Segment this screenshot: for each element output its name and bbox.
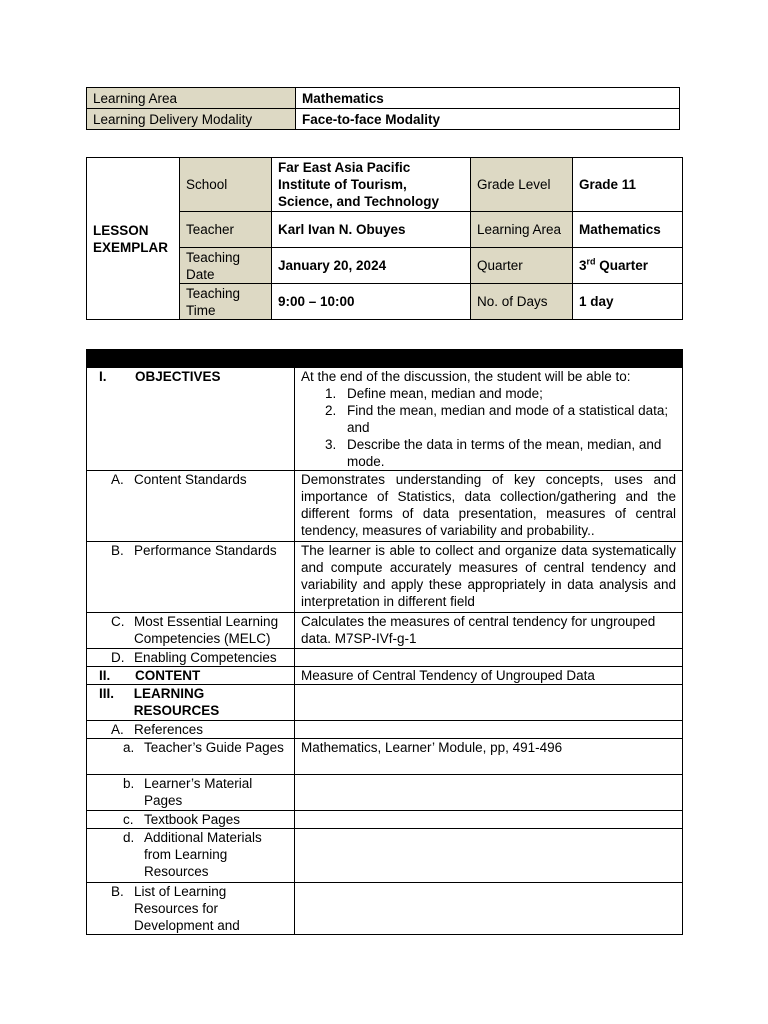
additional-num: d. (123, 830, 135, 845)
exemplar-heading (87, 158, 180, 320)
learning-area-label: Learning Area (87, 88, 296, 109)
teaching-date-label: Teaching Date (180, 248, 272, 284)
teachers-guide-label: Teacher’s Guide Pages (144, 740, 284, 755)
row-content (87, 667, 683, 685)
teacher-label: Teacher (180, 212, 272, 248)
header-bar (87, 350, 683, 368)
list-resources-num: B. (111, 884, 124, 899)
objective-text: Define mean, median and mode; (347, 386, 543, 401)
textbook-num: c. (123, 812, 134, 827)
content-standards-label: Content Standards (134, 472, 247, 487)
content-standards-num: A. (111, 472, 124, 487)
objectives-intro: At the end of the discussion, the student will be able to: (301, 369, 631, 384)
teaching-date-value: January 20, 2024 (272, 248, 471, 284)
teachers-guide-text: Mathematics, Learner’ Module, pp, 491-496 (295, 739, 683, 775)
learning-area-value: Mathematics (296, 88, 680, 109)
row-learners-material (87, 775, 683, 811)
list-resources-text (295, 883, 683, 935)
learners-material-num: b. (123, 776, 135, 791)
additional-label: Additional Materials from Learning Resources (144, 830, 262, 879)
quarter-word: Quarter (595, 258, 649, 273)
performance-standards-num: B. (111, 543, 124, 558)
resources-num: III. (99, 686, 115, 701)
melc-text: Calculates the measures of central tendency for ungrouped data. M7SP-IVf-g-1 (295, 613, 683, 649)
performance-standards-label: Performance Standards (134, 543, 277, 558)
teachers-guide-num: a. (123, 740, 135, 755)
school-label: School (180, 158, 272, 212)
row-textbook (87, 811, 683, 829)
exemplar-table (86, 157, 683, 320)
days-label: No. of Days (471, 284, 573, 320)
objective-item (325, 436, 676, 470)
resources-label: LEARNING RESOURCES (133, 686, 220, 718)
exemplar-row-school (87, 158, 683, 212)
exemplar-learning-area-value: Mathematics (573, 212, 683, 248)
additional-text (295, 829, 683, 883)
enabling-text (295, 649, 683, 667)
objectives-list (301, 385, 676, 470)
enabling-label: Enabling Competencies (134, 650, 277, 665)
row-objectives (87, 368, 683, 471)
modality-value: Face-to-face Modality (296, 109, 680, 130)
textbook-text (295, 811, 683, 829)
exemplar-heading-line1: LESSON (93, 222, 149, 238)
info-row-modality (87, 109, 680, 130)
info-row-learning-area (87, 88, 680, 109)
references-num: A. (111, 722, 124, 737)
objective-text: Describe the data in terms of the mean, median, and mode. (347, 437, 662, 469)
objective-item (325, 385, 676, 402)
content-num: II. (99, 668, 111, 683)
content-standards-text: Demonstrates understanding of key concepts, uses and importance of Statistics, data collection/gathering and the different forms of data presentation, measures of central tendency, measures of variability and probability.. (295, 471, 683, 542)
objectives-label: OBJECTIVES (135, 369, 221, 384)
learners-material-text (295, 775, 683, 811)
content-text: Measure of Central Tendency of Ungrouped Data (295, 667, 683, 685)
teaching-time-label: Teaching Time (180, 284, 272, 320)
content-label: CONTENT (135, 668, 201, 683)
school-value: Far East Asia Pacific Institute of Tourism, Science, and Technology (272, 158, 471, 212)
objective-item (325, 402, 676, 436)
row-learning-resources (87, 685, 683, 721)
references-label: References (134, 722, 204, 737)
list-resources-label: List of Learning Resources for Development and (134, 884, 240, 933)
performance-standards-text: The learner is able to collect and organize data systematically and compute accurately measures of central tendency and variability and apply these appropriately in data analysis and interpretation in different field (295, 542, 683, 613)
info-table (86, 87, 680, 130)
learners-material-label: Learner’s Material Pages (144, 776, 253, 808)
objective-num: 1. (325, 386, 337, 401)
quarter-number: 3 (579, 258, 587, 273)
lesson-plan-table (86, 349, 683, 935)
objectives-num: I. (99, 369, 107, 384)
grade-level-value: Grade 11 (573, 158, 683, 212)
row-teachers-guide (87, 739, 683, 775)
row-additional-materials (87, 829, 683, 883)
row-performance-standards (87, 542, 683, 613)
objective-text: Find the mean, median and mode of a statistical data; and (347, 403, 669, 435)
exemplar-heading-line2: EXEMPLAR (93, 239, 169, 255)
row-content-standards (87, 471, 683, 542)
row-enabling (87, 649, 683, 667)
melc-num: C. (111, 614, 125, 629)
melc-label: Most Essential Learning Competencies (MELC) (134, 614, 279, 646)
teacher-value: Karl Ivan N. Obuyes (272, 212, 471, 248)
row-melc (87, 613, 683, 649)
row-references (87, 721, 683, 739)
objectives-cell (87, 368, 295, 471)
quarter-value (573, 248, 683, 284)
quarter-label: Quarter (471, 248, 573, 284)
grade-level-label: Grade Level (471, 158, 573, 212)
exemplar-learning-area-label: Learning Area (471, 212, 573, 248)
objective-num: 3. (325, 437, 337, 452)
teaching-time-value: 9:00 – 10:00 (272, 284, 471, 320)
quarter-suffix: rd (586, 256, 596, 267)
enabling-num: D. (111, 650, 125, 665)
days-value: 1 day (573, 284, 683, 320)
textbook-label: Textbook Pages (144, 812, 241, 827)
objective-num: 2. (325, 403, 337, 418)
modality-label: Learning Delivery Modality (87, 109, 296, 130)
objectives-content (295, 368, 683, 471)
row-list-resources (87, 883, 683, 935)
